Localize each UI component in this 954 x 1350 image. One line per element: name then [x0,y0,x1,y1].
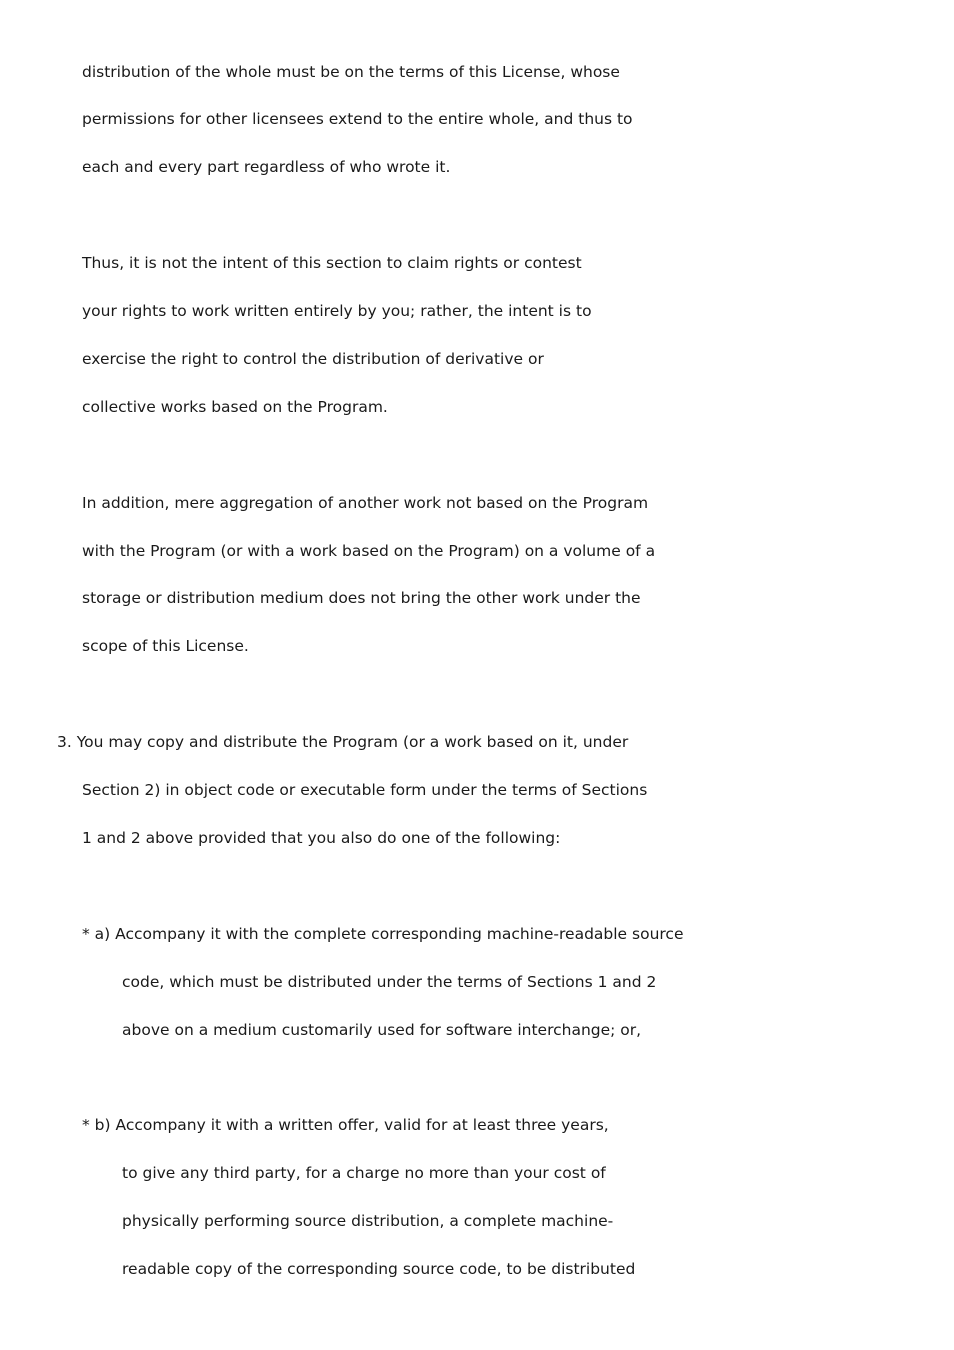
text-line: above on a medium customarily used for software interchange; or, [122,1021,642,1039]
text-line: readable copy of the corresponding source code, to be distributed [122,1260,636,1278]
text-line: distribution of the whole must be on the terms of this License, whose [82,63,620,81]
text-line: 1 and 2 above provided that you also do one of the following: [82,829,561,847]
text-line: your rights to work written entirely by you; rather, the intent is to [82,302,592,320]
text-line: Section 2) in object code or executable form under the terms of Sections [82,781,648,799]
text-line: storage or distribution medium does not bring the other work under the [82,589,641,607]
text-line: scope of this License. [82,637,249,655]
text-line: code, which must be distributed under the terms of Sections 1 and 2 [122,973,657,991]
text-line: with the Program (or with a work based on the Program) on a volume of a [82,542,656,560]
text-line: In addition, mere aggregation of another work not based on the Program [82,494,649,512]
text-line: collective works based on the Program. [82,398,388,416]
list-item-line: * a) Accompany it with the complete corresponding machine-readable source [82,925,684,943]
text-line: to give any third party, for a charge no more than your cost of [122,1164,606,1182]
list-item-line: * b) Accompany it with a written offer, valid for at least three years, [82,1116,609,1134]
text-line: permissions for other licensees extend to the entire whole, and thus to [82,110,633,128]
text-line: each and every part regardless of who wrote it. [82,158,451,176]
text-line: Thus, it is not the intent of this section to claim rights or contest [82,254,582,272]
section-heading-line: 3. You may copy and distribute the Program (or a work based on it, under [57,733,629,751]
text-line: physically performing source distribution, a complete machine- [122,1212,614,1230]
text-line: exercise the right to control the distribution of derivative or [82,350,544,368]
